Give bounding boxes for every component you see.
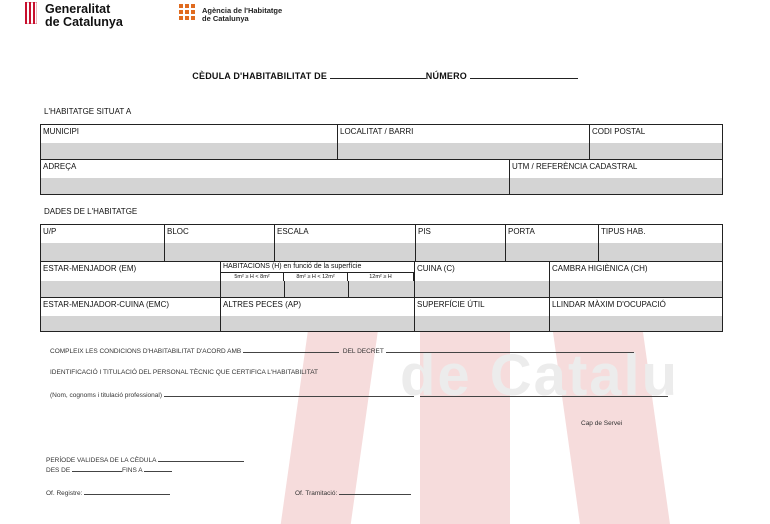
habitacions-h3: 12m² ≥ H <box>348 272 414 282</box>
altres-peces-field[interactable]: ALTRES PECES (AP) <box>221 298 415 332</box>
row-emc <box>40 298 723 332</box>
porta-field[interactable]: PORTA <box>506 224 599 262</box>
document-title <box>0 69 770 81</box>
habitacions-h2: 8m² ≥ H < 12m² <box>284 272 348 282</box>
registre-blank[interactable] <box>84 488 170 495</box>
row-estar <box>40 262 723 298</box>
des-fins-line: DES DE FINS A <box>46 465 172 474</box>
codi-postal-field[interactable]: CODI POSTAL <box>590 124 723 160</box>
habitacions-field[interactable]: HABITACIONS (H) en funció de la superfície 5m² ≥ H < 8m² 8m² ≥ H < 12m² 12m² ≥ H <box>221 262 415 298</box>
adreca-field[interactable]: ADREÇA <box>40 160 510 195</box>
logo1-line2: de Catalunya <box>45 15 123 29</box>
llindar-field[interactable]: LLINDAR MÀXIM D'OCUPACIÓ <box>550 298 723 332</box>
fins-blank[interactable] <box>144 465 172 472</box>
nom-line: (Nom, cognoms i titulació professional) <box>50 390 668 399</box>
logo2-line2: de Catalunya <box>202 14 249 23</box>
logo1-line1: Generalitat <box>45 2 111 16</box>
decret-blank[interactable] <box>386 346 634 353</box>
title-blank-1[interactable] <box>330 69 426 79</box>
emc-field[interactable]: ESTAR-MENJADOR-CUINA (EMC) <box>40 298 221 332</box>
section-dades: DADES DE L'HABITATGE <box>44 207 138 216</box>
municipi-field[interactable]: MUNICIPI <box>40 124 338 160</box>
escala-field[interactable]: ESCALA <box>275 224 416 262</box>
nom-blank-1[interactable] <box>164 390 414 397</box>
agencia-logo-text <box>202 7 282 23</box>
row-municipi <box>40 124 723 160</box>
pis-field[interactable]: PIS <box>416 224 506 262</box>
estar-menjador-field[interactable]: ESTAR-MENJADOR (EM) <box>40 262 221 298</box>
periode-line: PERÍODE VALIDESA DE LA CÈDULA <box>46 455 244 464</box>
logo2-line1: Agència de l'Habitatge <box>202 6 283 15</box>
utm-field[interactable]: UTM / REFERÈNCIA CADASTRAL <box>510 160 723 195</box>
tramitacio-line: Of. Tramitació: <box>295 488 411 497</box>
up-field[interactable]: U/P <box>40 224 165 262</box>
title-part1: CÈDULA D'HABITABILITAT DE <box>192 71 328 81</box>
habitacions-h1: 5m² ≥ H < 8m² <box>220 272 284 282</box>
generalitat-logo-text <box>45 3 123 29</box>
cap-servei: Cap de Servei <box>581 420 623 427</box>
nom-blank-2[interactable] <box>420 390 668 397</box>
cambra-field[interactable]: CAMBRA HIGIÈNICA (CH) <box>550 262 723 298</box>
registre-line: Of. Registre: <box>46 488 170 497</box>
generalitat-logo-icon <box>25 2 37 24</box>
tramitacio-blank[interactable] <box>339 488 411 495</box>
des-blank[interactable] <box>72 465 122 472</box>
localitat-field[interactable]: LOCALITAT / BARRI <box>338 124 590 160</box>
compleix-line: COMPLEIX LES CONDICIONS D'HABITABILITAT D'ACORD AMB DEL DECRET <box>50 346 634 355</box>
superficie-field[interactable]: SUPERFÍCIE ÚTIL <box>415 298 550 332</box>
identificacio-line: IDENTIFICACIÓ I TITULACIÓ DEL PERSONAL TÈCNIC QUE CERTIFICA L'HABITABILITAT <box>50 369 319 376</box>
periode-blank[interactable] <box>158 455 244 462</box>
watermark-block-2 <box>420 300 510 524</box>
row-up <box>40 224 723 262</box>
compleix-blank[interactable] <box>243 346 339 353</box>
bloc-field[interactable]: BLOC <box>165 224 275 262</box>
row-adreca <box>40 160 723 195</box>
title-part2: NÚMERO <box>425 71 467 81</box>
section-situat: L'HABITATGE SITUAT A <box>44 107 132 116</box>
title-blank-2[interactable] <box>470 69 578 79</box>
cuina-field[interactable]: CUINA (C) <box>415 262 550 298</box>
tipus-field[interactable]: TIPUS HAB. <box>599 224 723 262</box>
agencia-logo-icon <box>178 3 196 21</box>
watermark-text: de Catalu <box>400 343 680 408</box>
